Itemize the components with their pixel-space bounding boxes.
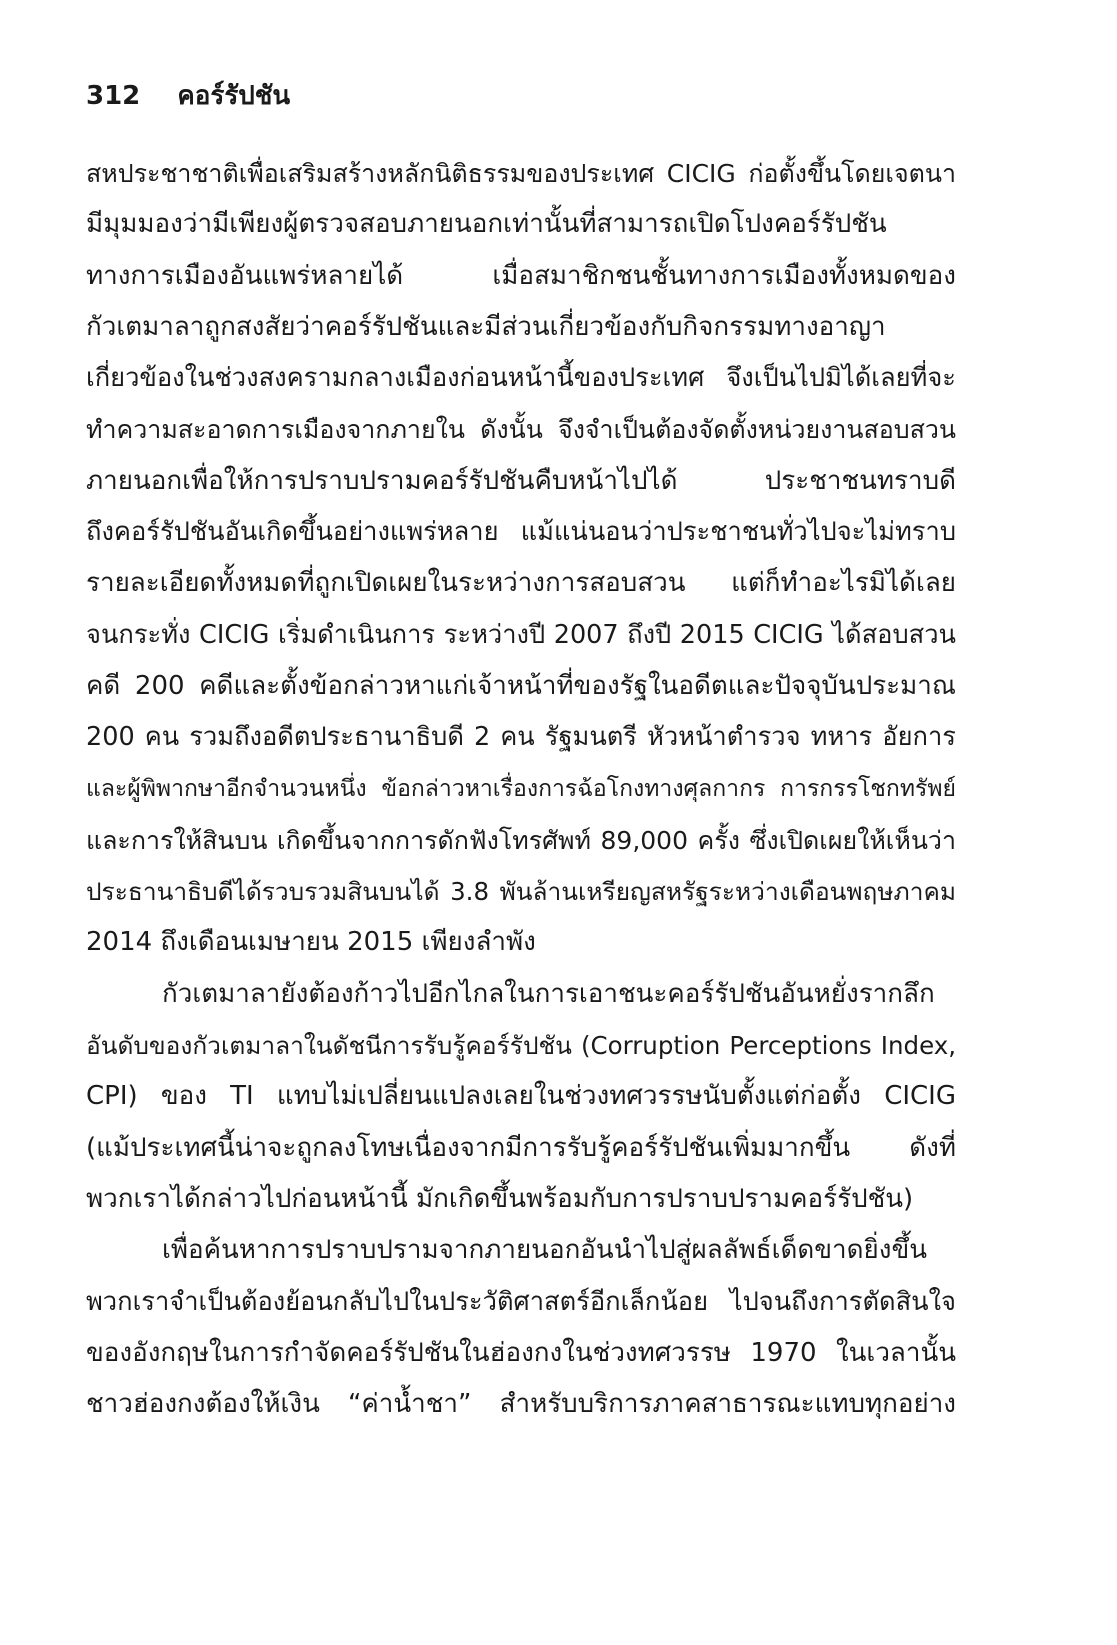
text-line: (แม้ประเทศนี้น่าจะถูกลงโทษเนื่องจากมีการรับรู้คอร์รัปชันเพิ่มมากขึ้น ดังที่ — [86, 1132, 956, 1163]
text-line: ชาวฮ่องกงต้องให้เงิน “ค่าน้ำชา” สำหรับบริการภาคสาธารณะแทบทุกอย่าง — [86, 1389, 956, 1420]
text-line: ของอังกฤษในการกำจัดคอร์รัปชันในฮ่องกงในช่วงทศวรรษ 1970 ในเวลานั้น — [86, 1337, 956, 1368]
page-number: 312 — [86, 81, 141, 111]
text-line: อันดับของกัวเตมาลาในดัชนีการรับรู้คอร์รัปชัน (Corruption Perceptions Index, — [86, 1031, 956, 1061]
text-line: พวกเราจำเป็นต้องย้อนกลับไปในประวัติศาสตร์อีกเล็กน้อย ไปจนถึงการตัดสินใจ — [86, 1286, 956, 1317]
text-line: CPI) ของ TI แทบไม่เปลี่ยนแปลงเลยในช่วงทศวรรษนับตั้งแต่ก่อตั้ง CICIG — [86, 1081, 956, 1112]
text-line: เพื่อค้นหาการปราบปรามจากภายนอกอันนำไปสู่ผลลัพธ์เด็ดขาดยิ่งขึ้น — [162, 1235, 928, 1266]
text-line: เกี่ยวข้องในช่วงสงครามกลางเมืองก่อนหน้านี้ของประเทศ จึงเป็นไปมิได้เลยที่จะ — [86, 363, 956, 394]
paragraph-2 — [86, 969, 956, 1225]
text-line: สหประชาชาติเพื่อเสริมสร้างหลักนิติธรรมของประเทศ CICIG ก่อตั้งขึ้นโดยเจตนา — [86, 159, 956, 188]
text-line: 2014 ถึงเดือนเมษายน 2015 เพียงลำพัง — [86, 927, 536, 958]
text-line: คดี 200 คดีและตั้งข้อกล่าวหาแก่เจ้าหน้าที่ของรัฐในอดีตและปัจจุบันประมาณ — [86, 670, 956, 701]
text-line: ทำความสะอาดการเมืองจากภายใน ดังนั้น จึงจำเป็นต้องจัดตั้งหน่วยงานสอบสวน — [86, 415, 956, 445]
text-line: พวกเราได้กล่าวไปก่อนหน้านี้ มักเกิดขึ้นพร้อมกับการปราบปรามคอร์รัปชัน) — [86, 1183, 914, 1214]
text-line: และการให้สินบน เกิดขึ้นจากการดักฟังโทรศัพท์ 89,000 ครั้ง ซึ่งเปิดเผยให้เห็นว่า — [86, 825, 956, 855]
text-line: 200 คน รวมถึงอดีตประธานาธิบดี 2 คน รัฐมนตรี หัวหน้าตำรวจ ทหาร อัยการ — [86, 722, 956, 753]
text-line: ทางการเมืองอันแพร่หลายได้ เมื่อสมาชิกชนชั้นทางการเมืองทั้งหมดของ — [86, 260, 956, 291]
paragraph-3 — [86, 1225, 956, 1430]
text-line: ถึงคอร์รัปชันอันเกิดขึ้นอย่างแพร่หลาย แม้แน่นอนว่าประชาชนทั่วไปจะไม่ทราบ — [86, 517, 956, 548]
paragraph-1 — [86, 148, 956, 969]
text-line: ภายนอกเพื่อให้การปราบปรามคอร์รัปชันคืบหน้าไปได้ ประชาชนทราบดี — [86, 465, 956, 496]
page-header — [86, 72, 290, 120]
running-title: คอร์รัปชัน — [177, 81, 291, 111]
text-line: ประธานาธิบดีได้รวบรวมสินบนได้ 3.8 พันล้านเหรียญสหรัฐระหว่างเดือนพฤษภาคม — [86, 877, 956, 907]
body-text — [86, 148, 956, 1430]
text-line: จนกระทั่ง CICIG เริ่มดำเนินการ ระหว่างปี 2007 ถึงปี 2015 CICIG ได้สอบสวน — [86, 619, 956, 650]
text-line: มีมุมมองว่ามีเพียงผู้ตรวจสอบภายนอกเท่านั้นที่สามารถเปิดโปงคอร์รัปชัน — [86, 209, 887, 240]
text-line: และผู้พิพากษาอีกจำนวนหนึ่ง ข้อกล่าวหาเรื่องการฉ้อโกงทางศุลกากร การกรรโชกทรัพย์ — [86, 775, 956, 802]
text-line: กัวเตมาลาถูกสงสัยว่าคอร์รัปชันและมีส่วนเกี่ยวข้องกับกิจกรรมทางอาญา — [86, 311, 886, 342]
text-line: กัวเตมาลายังต้องก้าวไปอีกไกลในการเอาชนะคอร์รัปชันอันหยั่งรากลึก — [162, 978, 935, 1009]
text-line: รายละเอียดทั้งหมดที่ถูกเปิดเผยในระหว่างการสอบสวน แต่ก็ทำอะไรมิได้เลย — [86, 568, 956, 599]
